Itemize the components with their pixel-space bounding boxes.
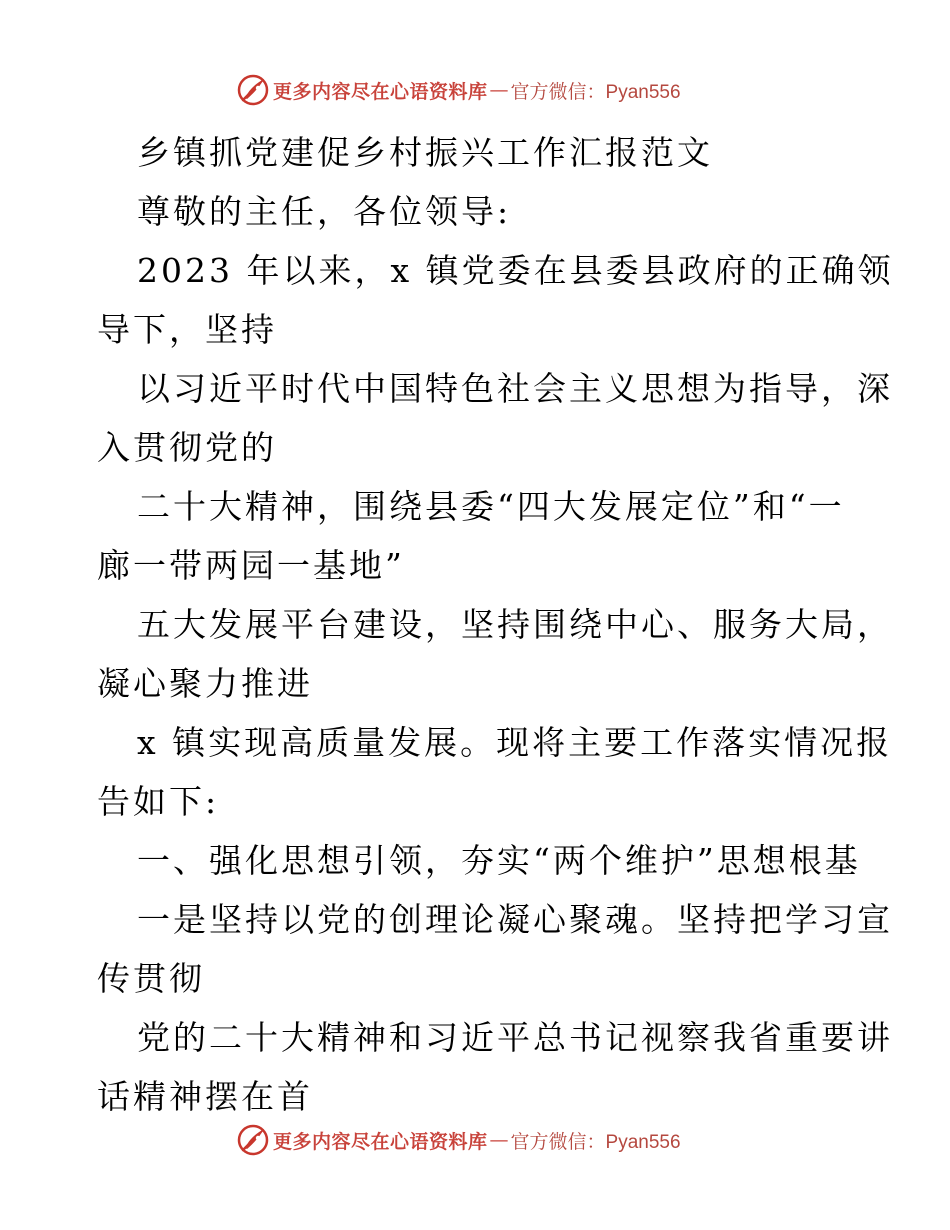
document-line: 廊一带两园一基地” [97, 546, 405, 585]
document-line: 传贯彻 [97, 959, 205, 998]
watermark-text: 更多内容尽在心语资料库 [273, 80, 488, 103]
watermark-contact: 官方微信：Pyan556 [510, 1131, 681, 1153]
document-line: 党的二十大精神和习近平总书记视察我省重要讲 [137, 1018, 893, 1057]
document-line: 一是坚持以党的创理论凝心聚魂。坚持把学习宣 [137, 900, 893, 939]
document-line: 入贯彻党的 [97, 428, 277, 467]
document-line: 2023 年以来，x 镇党委在县委县政府的正确领 [137, 251, 894, 290]
quill-pen-logo-icon [236, 73, 270, 107]
document-line: 凝心聚力推进 [97, 664, 313, 703]
watermark-separator: — [489, 79, 509, 101]
document-line: 话精神摆在首 [97, 1077, 313, 1116]
watermark-text: 更多内容尽在心语资料库 [273, 1130, 488, 1153]
document-line: 以习近平时代中国特色社会主义思想为指导，深 [137, 369, 893, 408]
document-line: 一、强化思想引领，夯实“两个维护”思想根基 [137, 841, 861, 880]
footer-watermark [236, 1123, 681, 1157]
document-line: 导下，坚持 [97, 310, 277, 349]
document-line: 告如下: [97, 782, 220, 821]
document-line: 尊敬的主任，各位领导: [137, 192, 512, 231]
quill-pen-logo-icon [236, 1123, 270, 1157]
document-line: 五大发展平台建设，坚持围绕中心、服务大局， [137, 605, 893, 644]
document-line: x 镇实现高质量发展。现将主要工作落实情况报 [137, 723, 893, 762]
document-body [97, 123, 894, 1126]
header-watermark [236, 73, 681, 107]
watermark-contact: 官方微信：Pyan556 [510, 81, 681, 103]
document-line: 二十大精神，围绕县委“四大发展定位”和“一 [137, 487, 845, 526]
watermark-separator: — [489, 1129, 509, 1151]
document-line: 乡镇抓党建促乡村振兴工作汇报范文 [137, 133, 713, 172]
